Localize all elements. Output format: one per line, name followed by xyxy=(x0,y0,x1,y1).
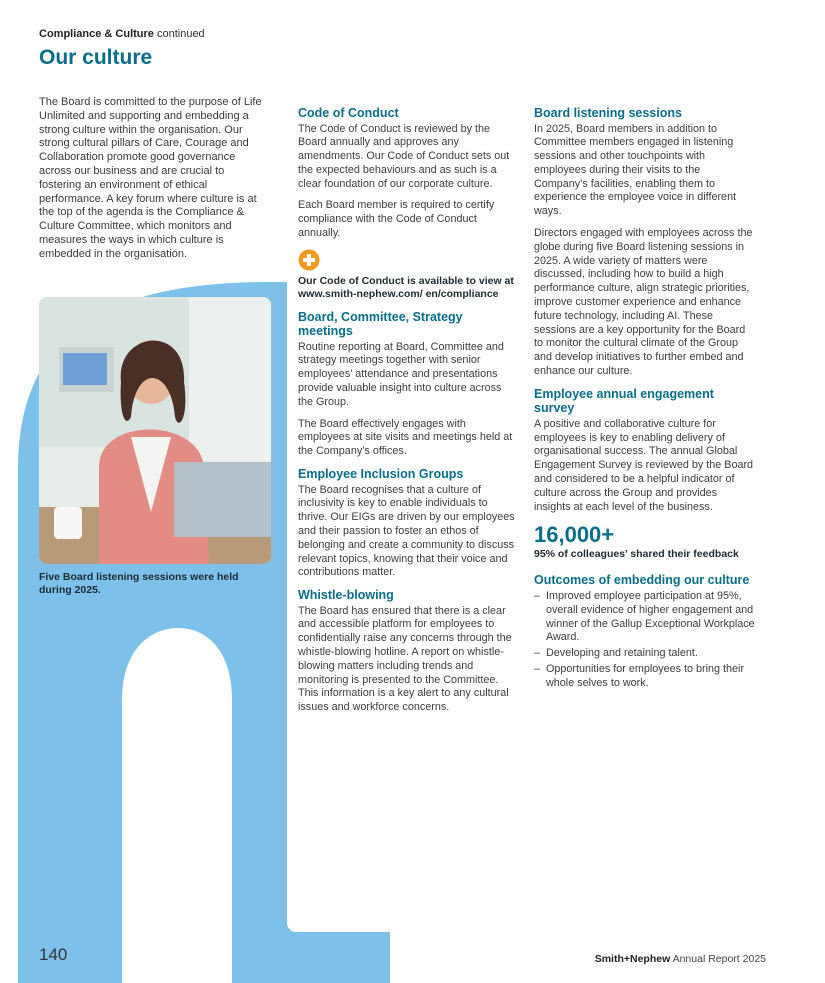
eig-section xyxy=(298,467,516,580)
board-meetings-heading: Board, Committee, Strategy meetings xyxy=(298,309,463,339)
eig-text: The Board recognises that a culture of inclusivity is key to enable individuals to thrive. Our EIGs are driven by our employees and their passion to foster an ethos of belonging and create a community to discuss relevant topics, knowing that their voice and contributions matter. xyxy=(298,483,515,579)
brand-name: Smith+Nephew xyxy=(594,953,671,965)
whistle-blowing-heading: Whistle-blowing xyxy=(298,588,394,603)
outcomes-heading: Outcomes of embedding our culture xyxy=(534,573,750,588)
eig-heading: Employee Inclusion Groups xyxy=(298,467,464,482)
listening-sessions-heading: Board listening sessions xyxy=(534,106,682,120)
list-item xyxy=(534,647,756,661)
whistle-blowing-section xyxy=(298,588,516,715)
dash-marker: – xyxy=(534,662,541,675)
card-column-left xyxy=(298,106,516,723)
page-number: 140 xyxy=(39,945,68,964)
code-of-conduct-section xyxy=(298,106,516,302)
outcome-text: Opportunities for employees to bring their whole selves to work. xyxy=(546,662,745,689)
listening-session-photo xyxy=(39,297,271,564)
content-card xyxy=(287,98,766,932)
dash-marker: – xyxy=(534,647,541,660)
outcomes-section xyxy=(534,573,756,690)
engagement-stat-description: 95% of colleagues’ shared their feedback xyxy=(534,548,739,561)
code-of-conduct-text-1: The Code of Conduct is reviewed by the Board annually and approves any amendments. Our Code of Conduct sets out the expected behaviours and as such is a clear foundation of our corporate culture. xyxy=(298,122,510,190)
listening-sessions-text-2: Directors engaged with employees across the globe during five Board listening sessions in 2025. A wide variety of matters were discussed, including how to build a high performance culture, align strategic priorities, improve customer experience and enhance future technology, including AI. These sessions are a key opportunity for the Board to monitor the cultural climate of the Group and develop initiatives to further embed and enhance our culture. xyxy=(534,227,753,378)
code-of-conduct-text-2: Each Board member is required to certify compliance with the Code of Conduct annually. xyxy=(298,199,495,240)
listening-sessions-section xyxy=(534,106,756,379)
plus-circle-icon xyxy=(298,249,320,271)
board-meetings-section xyxy=(298,310,516,459)
page-title: Our culture xyxy=(39,46,153,69)
engagement-survey-section xyxy=(534,387,756,562)
dash-marker: – xyxy=(534,589,541,602)
photo-illustration xyxy=(39,297,271,564)
report-name: Annual Report 2025 xyxy=(672,953,766,965)
outcome-text: Improved employee participation at 95%, overall evidence of higher engagement and winner of the Gallup Exceptional Workplace Award. xyxy=(546,589,755,644)
board-meetings-text-1: Routine reporting at Board, Committee and strategy meetings together with senior employees’ attendance and presentations provide valuable insight into culture across the Group. xyxy=(298,340,504,408)
engagement-stat: 16,000+ xyxy=(534,522,615,548)
engagement-survey-heading: Employee annual engagement survey xyxy=(534,386,714,416)
list-item xyxy=(534,663,756,691)
section-name: Compliance & Culture xyxy=(39,28,154,40)
code-of-conduct-heading: Code of Conduct xyxy=(298,106,399,120)
photo-caption: Five Board listening sessions were held during 2025. xyxy=(39,571,239,596)
whistle-blowing-text: The Board has ensured that there is a clear and accessible platform for employees to confidentially raise any concerns through the whistle-blowing hotline. A report on whistle-blowing matters including trends and monitoring is presented to the Committee. This information is a key alert to any cultural issues and workforce concerns. xyxy=(298,604,512,714)
board-meetings-text-2: The Board effectively engages with employees at site visits and meetings held at the Company’s offices. xyxy=(298,417,513,458)
intro-paragraph: The Board is committed to the purpose of Life Unlimited and supporting and embedding a strong culture within the organisation. Our strong cultural pillars of Care, Courage and Collaboration promote good governance across our business and are crucial to fostering an environment of ethical performance. A key forum where culture is at the top of the agenda is the Compliance & Culture Committee, which monitors and measures the ways in which culture is embedded in the organisation. xyxy=(39,96,262,260)
outcome-text: Developing and retaining talent. xyxy=(546,647,698,660)
card-column-right xyxy=(534,106,756,693)
outcomes-list xyxy=(534,590,756,691)
code-of-conduct-link-callout[interactable]: Our Code of Conduct is available to view at www.smith-nephew.com/ en/compliance xyxy=(298,274,514,301)
engagement-survey-text: A positive and collaborative culture for employees is key to enabling delivery of organisational success. The annual Global Engagement Survey is reviewed by the Board and considered to be a helpful indicator of culture across the Group and provides insights at each level of the business. xyxy=(534,417,754,513)
section-kicker xyxy=(39,28,205,40)
continued-label: continued xyxy=(156,28,205,40)
list-item xyxy=(534,590,756,645)
listening-sessions-text-1: In 2025, Board members in addition to Committee members engaged in listening sessions and other touchpoints with employees during their visits to the Company’s facilities, enabling them to experience the employee voice in different ways. xyxy=(534,122,737,218)
report-footer xyxy=(595,953,766,965)
